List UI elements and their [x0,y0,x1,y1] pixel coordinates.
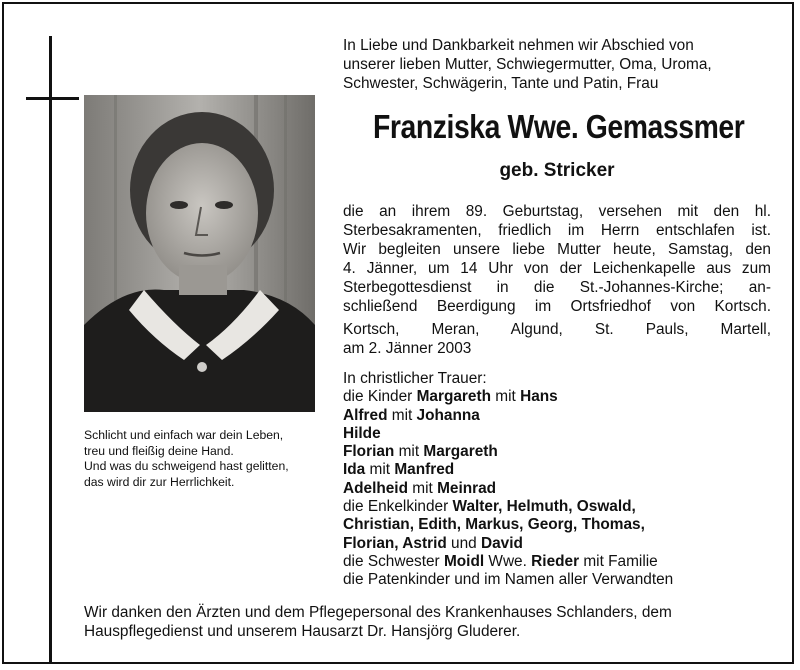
intro-line: Schwester, Schwägerin, Tante und Patin, Frau [343,75,659,92]
mourner-name: Christian, Edith, Markus, Georg, Thomas, [343,516,645,534]
mourner-text: mit Familie [579,552,658,570]
mourner-name: Walter, Helmuth, Oswald, [452,498,636,516]
thanks-line: Wir danken den Ärzten und dem Pflegepersonal des Krankenhauses Schlanders, dem [84,604,672,621]
poem-line: Schlicht und einfach war dein Leben, [84,428,284,442]
mourner-name: Moidl [443,552,485,570]
body-line: Wir begleiten unsere liebe Mutter heute, Samstag, den [343,241,771,258]
poem-line: Und was du schweigend hast gelitten, [84,459,289,473]
intro-text [343,36,771,93]
mourner-text: mit [491,388,521,406]
places-line: Kortsch, Meran, Algund, St. Pauls, Martell, [343,321,771,338]
portrait-illustration [84,95,315,412]
intro-line: In Liebe und Dankbarkeit nehmen wir Abschied von [343,37,694,54]
intro-line: unserer lieben Mutter, Schwiegermutter, Oma, Uroma, [343,56,712,73]
mourner-line [343,553,771,571]
mourner-line [343,498,771,516]
thanks-text [84,603,774,641]
mourner-text: die Patenkinder und im Namen aller Verwandten [343,571,674,589]
mourner-name: Alfred [343,406,388,424]
cross-horizontal-bar [26,97,79,100]
mourner-lines [343,388,771,589]
mourner-name: Rieder [531,552,580,570]
mourner-line [343,388,771,406]
mourner-name: Florian [343,443,395,461]
mourner-text: die Enkelkinder [343,498,453,516]
mourner-text: die Schwester [343,552,444,570]
mourner-name: Margareth [423,443,498,461]
mourner-line [343,480,771,498]
announcement-body [343,202,771,358]
mourners-heading: In christlicher Trauer: [343,370,487,387]
mourner-text: mit [365,461,395,479]
date-line: am 2. Jänner 2003 [343,340,472,357]
thanks-line: Hauspflegedienst und unserem Hausarzt Dr. Hansjörg Gluderer. [84,623,521,640]
mourner-text: die Kinder [343,388,417,406]
mourner-line [343,535,771,553]
mourner-line [343,407,771,425]
deceased-name: Franziska Wwe. Gemassmer [372,108,745,145]
mourner-name: Ida [343,461,366,479]
memorial-poem [84,428,324,490]
mourner-line [343,461,771,479]
maiden-name: geb. Stricker [499,160,615,181]
mourner-text: mit [394,443,424,461]
mourner-name: Adelheid [343,479,408,497]
body-line: schließend Beerdigung im Ortsfriedhof von Kortsch. [343,298,771,315]
mourner-name: Florian, Astrid [343,534,447,552]
mourner-line [343,443,771,461]
mourner-line [343,516,771,534]
mourner-line [343,571,771,589]
mourner-name: Hilde [343,424,381,442]
mourners-list [343,370,771,590]
mourner-text: mit [408,479,438,497]
mourner-text: und [446,534,481,552]
poem-line: treu und fleißig deine Hand. [84,443,234,458]
body-line: 4. Jänner, um 14 Uhr von der Leichenkapelle aus zum [343,260,771,277]
cross-vertical-bar [49,36,52,664]
mourner-name: David [481,534,523,552]
body-line: Sterbesakramenten, friedlich im Herrn entschlafen ist. [343,222,771,239]
mourner-name: Manfred [394,461,455,479]
body-line: die an ihrem 89. Geburtstag, versehen mit den hl. [343,203,771,220]
mourner-line [343,425,771,443]
poem-line: das wird dir zur Herrlichkeit. [84,474,235,489]
body-line: Sterbegottesdienst in die St.-Johannes-Kirche; an- [343,279,771,296]
portrait-photo [84,95,315,412]
mourner-name: Johanna [416,406,480,424]
mourner-name: Meinrad [437,479,497,497]
mourner-name: Hans [520,388,558,406]
mourner-text: Wwe. [484,552,532,570]
mourner-name: Margareth [416,388,491,406]
mourner-text: mit [387,406,417,424]
